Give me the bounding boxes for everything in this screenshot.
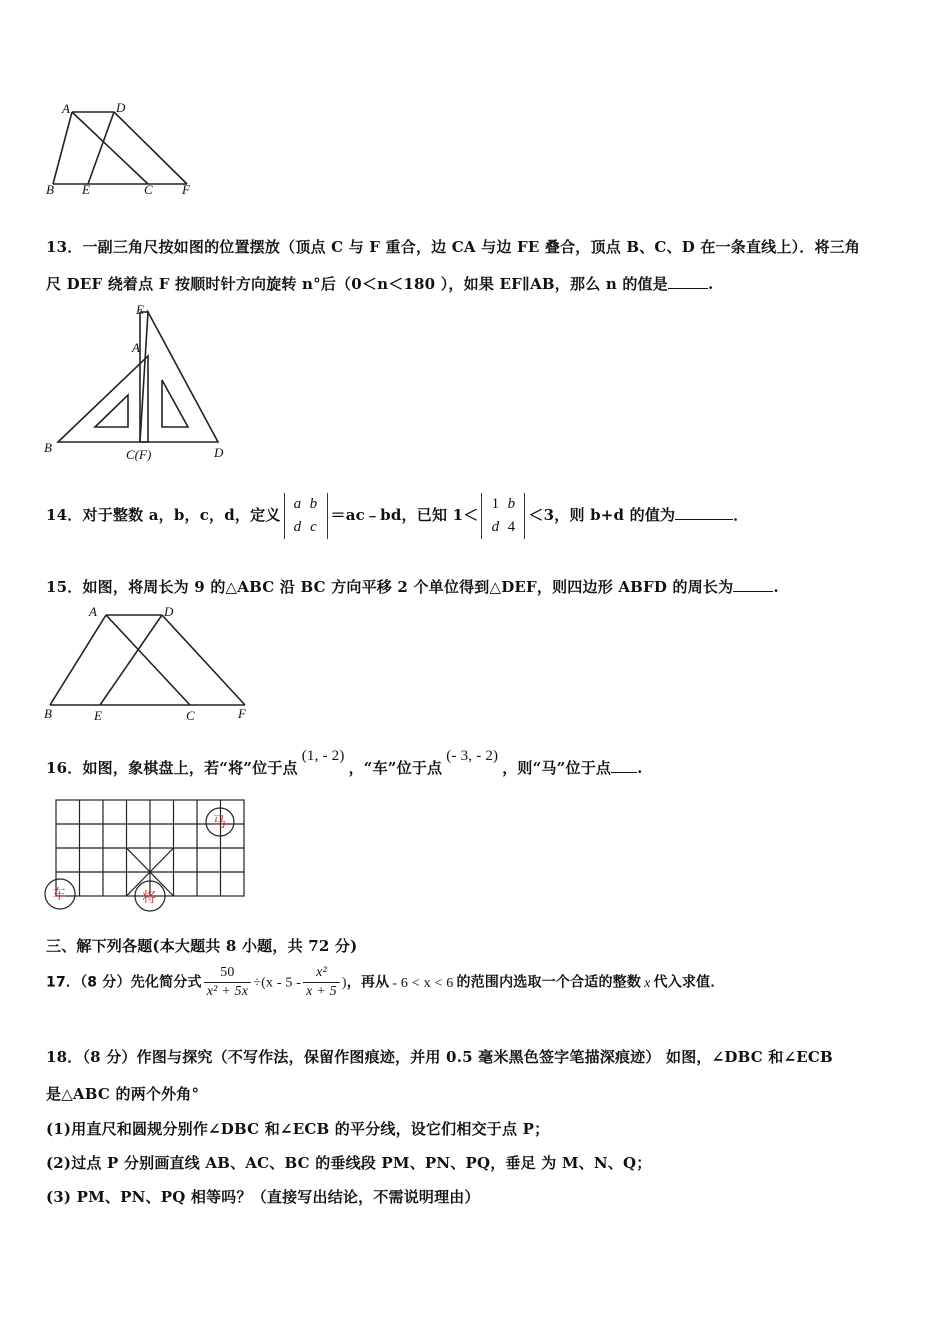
det2-4: 4 [507, 519, 516, 535]
label-b: B [44, 440, 52, 455]
label-d: D [116, 100, 126, 115]
q14-prefix: 14．对于整数 a，b，c，d，定义 [46, 506, 281, 524]
piece-general: 将 [142, 890, 156, 906]
q17-line [46, 964, 725, 1001]
det1-d: d [293, 519, 302, 535]
label-e: E [82, 182, 90, 197]
q17-part3: 的范围内选取一个合适的整数 [456, 974, 642, 991]
q16-part1: 16．如图，象棋盘上，若“将”位于点 [46, 759, 298, 777]
q14-end: ． [733, 506, 749, 524]
figure-q13-svg [40, 300, 240, 470]
figure-q15-svg [40, 602, 255, 727]
q17-frac1-den: x² + 5x [206, 984, 249, 999]
q14-middle: ＝ac﹣bd，已知 1＜ [330, 506, 479, 524]
q18-item3: (3) PM、PN、PQ 相等吗？（直接写出结论，不需说明理由） [46, 1188, 480, 1206]
section3-title: 三、解下列各题(本大题共 8 小题，共 72 分) [46, 937, 358, 955]
label-f: F [238, 706, 246, 721]
label-e: E [94, 708, 102, 723]
q15-end: . [773, 578, 779, 596]
q15-text: 15．如图，将周长为 9 的△ABC 沿 BC 方向平移 2 个单位得到△DEF，则四边形 ABFD 的周长为 [46, 578, 734, 596]
q17-range: - 6 < x < 6 [392, 975, 454, 991]
label-d: D [214, 445, 224, 460]
answer-blank-q15[interactable] [733, 577, 773, 592]
q16-coord2: (- 3, - 2) [446, 748, 499, 764]
figure-q12 [40, 98, 200, 200]
det2-b: b [507, 496, 516, 512]
label-c: C [186, 708, 195, 723]
label-a: A [132, 340, 140, 355]
q17-var: x [644, 975, 651, 991]
q17-part2: ，再从 [346, 974, 390, 991]
label-a: A [62, 101, 70, 116]
answer-blank-q16[interactable] [611, 758, 637, 773]
answer-blank-q14[interactable] [675, 505, 733, 520]
q18-item1: (1)用直尺和圆规分别作∠DBC 和∠ECB 的平分线，设它们相交于点 P； [46, 1120, 550, 1138]
q17-part4: 代入求值． [653, 974, 725, 991]
q16-coord1: (1, - 2) [301, 748, 345, 764]
q16-part3: ，则“马”位于点 [502, 759, 612, 777]
label-e: E [136, 302, 144, 317]
q17-fraction2 [303, 964, 340, 1001]
label-b: B [44, 706, 52, 721]
answer-blank-q13[interactable] [668, 274, 708, 289]
q17-frac2-num: x² [303, 964, 340, 983]
determinant-2 [481, 493, 525, 539]
label-f: F [182, 182, 190, 197]
q14-line [46, 493, 748, 539]
q13-line1: 13．一副三角尺按如图的位置摆放（顶点 C 与 F 重合，边 CA 与边 FE 叠合，顶点 B、C、D 在一条直线上）．将三角 [46, 238, 861, 256]
piece-horse: 马 [212, 815, 226, 831]
figure-chessboard [40, 790, 255, 920]
q13-line2-text: 尺 DEF 绕着点 F 按顺时针方向旋转 n°后（0＜n＜180 ），如果 EF∥AB，那么 n 的值是 [46, 275, 668, 293]
q17-close: ) [341, 975, 347, 991]
figure-q15 [40, 602, 255, 727]
determinant-1 [284, 493, 328, 539]
label-a: A [89, 604, 97, 619]
q18-item2: (2)过点 P 分别画直线 AB、AC、BC 的垂线段 PM、PN、PQ，垂足 为 M、N、Q； [46, 1154, 652, 1172]
q15-line [46, 576, 779, 597]
q17-mid: ÷(x - 5 - [253, 975, 302, 991]
q18-line2: 是△ABC 的两个外角° [46, 1085, 200, 1103]
q13-line2 [46, 273, 713, 294]
det2-1: 1 [491, 496, 500, 512]
det2-d: d [491, 519, 500, 535]
q13-line2-end: . [707, 275, 714, 293]
label-b: B [46, 182, 54, 197]
det1-a: a [293, 496, 302, 512]
det1-b: b [309, 496, 318, 512]
q17-frac1-num: 50 [204, 964, 251, 983]
piece-chariot: 车 [52, 887, 66, 903]
q16-tail [502, 759, 642, 777]
figure-q13 [40, 300, 240, 470]
label-c: C [144, 182, 153, 197]
label-d: D [164, 604, 174, 619]
q16-line [46, 744, 643, 777]
q17-frac2-den: x + 5 [306, 984, 337, 999]
label-c-f: C(F) [126, 447, 152, 462]
q16-part2: ，“车”位于点 [348, 759, 443, 777]
q17-prefix: 17．（8 分）先化简分式 [46, 974, 202, 991]
q18-line1: 18．（8 分）作图与探究（不写作法，保留作图痕迹，并用 0.5 毫米黑色签字笔描深痕迹） 如图，∠DBC 和∠ECB [46, 1048, 833, 1066]
q14-suffix: ＜3，则 b+d 的值为 [528, 506, 676, 524]
q16-end: . [637, 759, 643, 777]
q17-fraction1 [204, 964, 251, 1001]
det1-c: c [310, 519, 317, 535]
